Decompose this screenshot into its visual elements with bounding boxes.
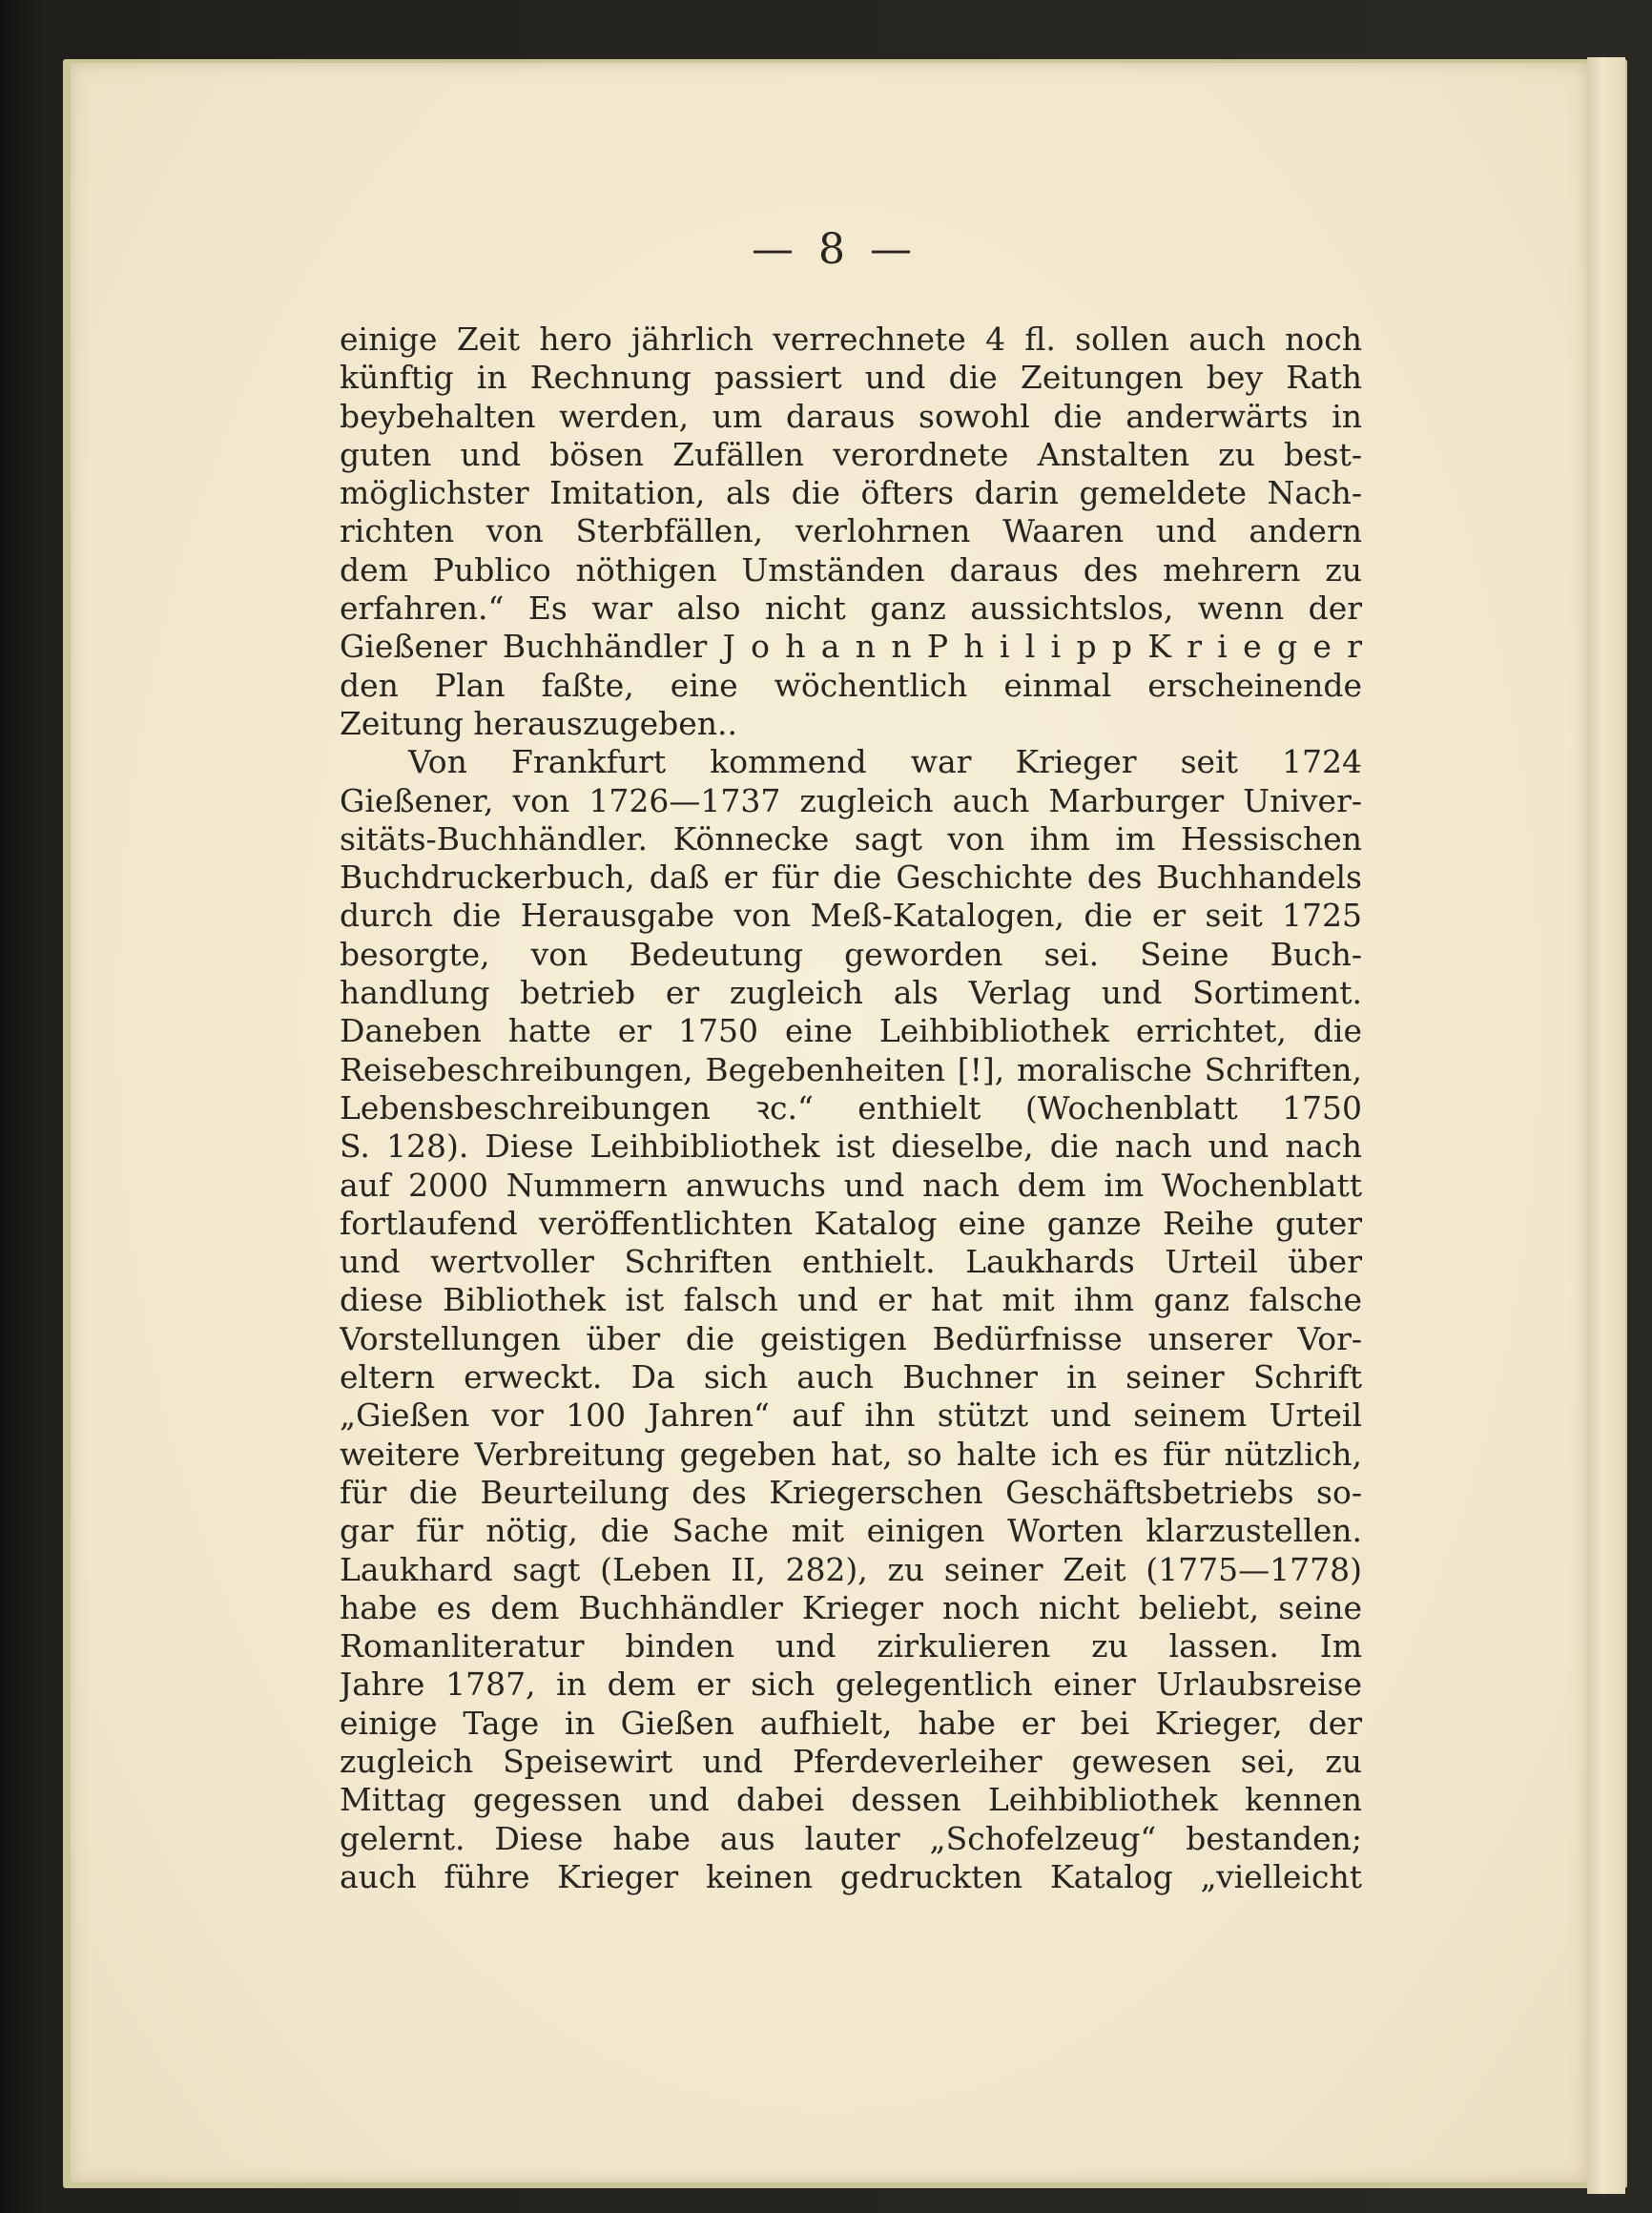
- text-line: habe es dem Buchhändler Krieger noch nicht beliebt, seine: [340, 1588, 1362, 1626]
- text-line: dem Publico nöthigen Umständen daraus des mehrern zu: [340, 550, 1362, 589]
- text-line: Jahre 1787, in dem er sich gelegentlich einer Urlaubsreise: [340, 1665, 1362, 1704]
- text-line: durch die Herausgabe von Meß-Katalogen, die er seit 1725: [340, 897, 1362, 935]
- text-line: Lebensbeschreibungen ꝛc.“ enthielt (Wochenblatt 1750: [340, 1088, 1362, 1127]
- text-line: besorgte, von Bedeutung geworden sei. Seine Buch-: [340, 935, 1362, 973]
- text-line: gelernt. Diese habe aus lauter „Schofelzeug“ bestanden;: [340, 1819, 1362, 1857]
- text-line: weitere Verbreitung gegeben hat, so halte ich es für nützlich,: [340, 1435, 1362, 1473]
- text-line: diese Bibliothek ist falsch und er hat mit ihm ganz falsche: [340, 1281, 1362, 1319]
- text-line: Laukhard sagt (Leben II, 282), zu seiner Zeit (1775—1778): [340, 1550, 1362, 1588]
- text-line: Vorstellungen über die geistigen Bedürfnisse unserer Vor-: [340, 1319, 1362, 1357]
- text-line: beybehalten werden, um daraus sowohl die anderwärts in: [340, 397, 1362, 435]
- text-line: Von Frankfurt kommend war Krieger seit 1724: [408, 743, 1362, 781]
- text-line: Gießener Buchhändler J o h a n n P h i l i p p K r i e g e r: [340, 628, 1362, 666]
- text-line: guten und bösen Zufällen verordnete Anstalten zu best-: [340, 435, 1362, 473]
- text-line: auf 2000 Nummern anwuchs und nach dem im Wochenblatt: [340, 1166, 1362, 1204]
- text-line: möglichster Imitation, als die öfters darin gemeldete Nach-: [340, 474, 1362, 512]
- text-line: S. 128). Diese Leihbibliothek ist dieselbe, die nach und nach: [340, 1127, 1362, 1166]
- text-line: Daneben hatte er 1750 eine Leihbibliothek errichtet, die: [340, 1012, 1362, 1050]
- text-line: Gießener, von 1726—1737 zugleich auch Marburger Univer-: [340, 781, 1362, 819]
- text-line: Reisebeschreibungen, Begebenheiten [!], moralische Schriften,: [340, 1050, 1362, 1088]
- text-line: Zeitung herauszugeben..: [340, 704, 737, 742]
- text-line: erfahren.“ Es war also nicht ganz aussichtslos, wenn der: [340, 589, 1362, 628]
- text-line: Mittag gegessen und dabei dessen Leihbibliothek kennen: [340, 1781, 1362, 1819]
- text-line: eltern erweckt. Da sich auch Buchner in seiner Schrift: [340, 1358, 1362, 1396]
- body-text: [340, 321, 1362, 1896]
- text-line: Romanliteratur binden und zirkulieren zu lassen. Im: [340, 1627, 1362, 1665]
- text-line: richten von Sterbfällen, verlohrnen Waaren und andern: [340, 512, 1362, 550]
- facing-page-edge: [1587, 57, 1625, 2194]
- text-line: und wertvoller Schriften enthielt. Laukhards Urteil über: [340, 1243, 1362, 1281]
- page-number: — 8 —: [752, 225, 918, 274]
- text-line: einige Zeit hero jährlich verrechnete 4 fl. sollen auch noch: [340, 321, 1362, 358]
- text-line: einige Tage in Gießen aufhielt, habe er bei Krieger, der: [340, 1704, 1362, 1742]
- text-line: sitäts-Buchhändler. Könnecke sagt von ihm im Hessischen: [340, 819, 1362, 858]
- text-line: „Gießen vor 100 Jahren“ auf ihn stützt und seinem Urteil: [340, 1396, 1362, 1435]
- text-line: den Plan faßte, eine wöchentlich einmal erscheinende: [340, 666, 1362, 704]
- text-line: für die Beurteilung des Kriegerschen Geschäftsbetriebs so-: [340, 1473, 1362, 1511]
- text-line: Buchdruckerbuch, daß er für die Geschichte des Buchhandels: [340, 858, 1362, 897]
- text-line: auch führe Krieger keinen gedruckten Katalog „vielleicht: [340, 1857, 1362, 1895]
- text-line: gar für nötig, die Sache mit einigen Worten klarzustellen.: [340, 1512, 1362, 1550]
- text-line: künftig in Rechnung passiert und die Zeitungen bey Rath: [340, 359, 1362, 397]
- text-line: handlung betrieb er zugleich als Verlag und Sortiment.: [340, 974, 1362, 1012]
- text-line: fortlaufend veröffentlichten Katalog eine ganze Reihe guter: [340, 1204, 1362, 1242]
- text-line: zugleich Speisewirt und Pferdeverleiher gewesen sei, zu: [340, 1742, 1362, 1780]
